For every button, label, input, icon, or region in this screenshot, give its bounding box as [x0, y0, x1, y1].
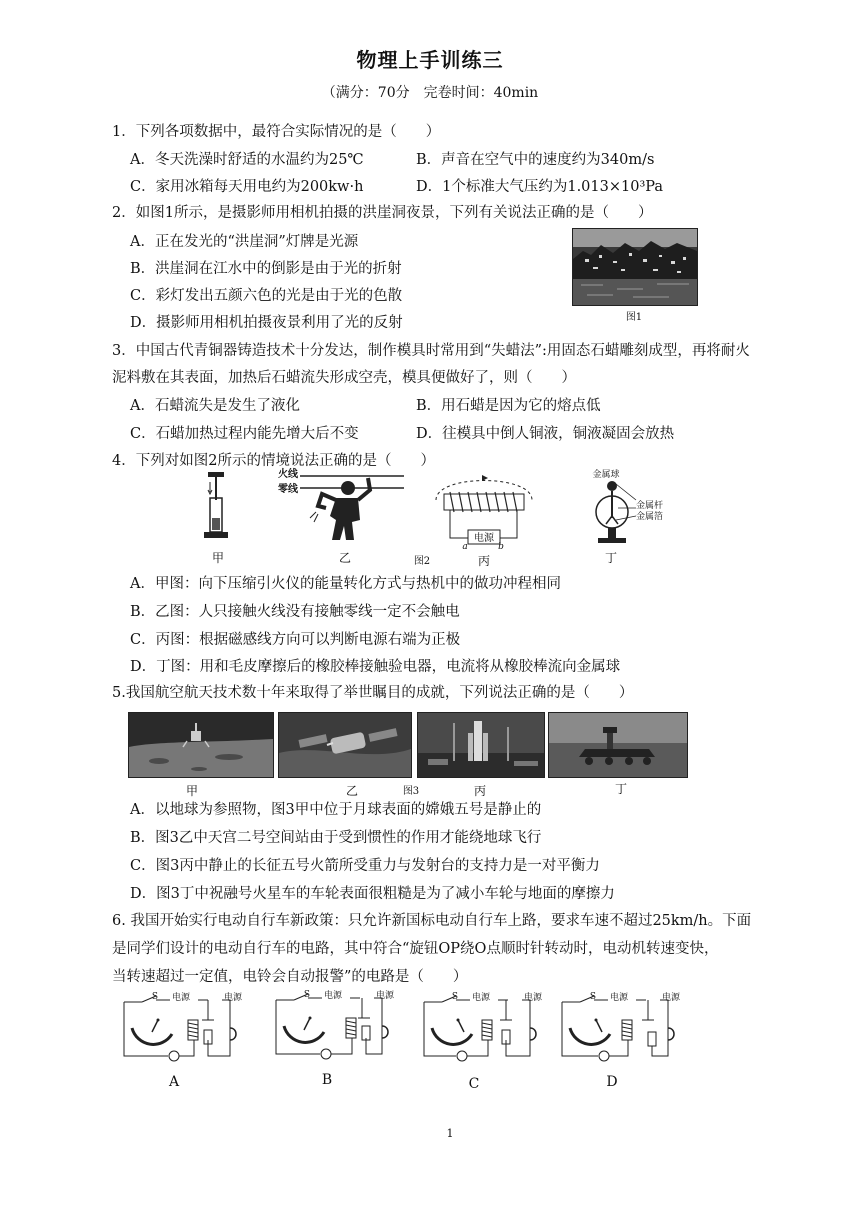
figure-2-metal-ball-label: 金属球 [592, 470, 620, 480]
figure-3-label-bing: 丙 [473, 784, 486, 798]
q6-option-c-label: C [468, 1076, 480, 1092]
figure-2-metal-rod-label: 金属杆 [636, 501, 664, 511]
figure-2-label-yi: 乙 [338, 551, 351, 565]
q6-a-power2-label: 电源 [223, 993, 242, 1003]
q1-option-d: D．1个标准大气压约为1.013×10³Pa [416, 179, 664, 195]
figure-3-label-yi: 乙 [345, 784, 358, 798]
q2-option-b: B．洪崖洞在江水中的倒影是由于光的折射 [130, 261, 402, 277]
q6-b-power-label: 电源 [323, 991, 342, 1001]
figure-2-metal-foil-label: 金属箔 [636, 512, 664, 522]
figure-2-yi-electric-shock [296, 468, 408, 546]
figure-2-terminal-b: b [498, 542, 504, 552]
q6-c-switch-label: S [451, 992, 459, 1002]
figure-2-label-ding: 丁 [604, 551, 617, 565]
q3-option-a: A．石蜡流失是发生了液化 [130, 398, 300, 414]
figure-3-label-jia: 甲 [185, 784, 198, 798]
q3-option-b: B．用石蜡是因为它的熔点低 [416, 398, 601, 414]
figure-3-label-ding: 丁 [614, 782, 627, 796]
page-subtitle: （满分：70分 完卷时间：40min [321, 85, 539, 101]
figure-2-label-jia: 甲 [211, 551, 224, 565]
q2-option-a: A．正在发光的“洪崖洞”灯牌是光源 [130, 234, 359, 250]
q6-option-b-label: B [321, 1072, 333, 1088]
figure-1-night-photo [572, 228, 698, 306]
figure-2-live-wire-label: 火线 [278, 469, 298, 480]
q3-option-d: D．往模具中倒人铜液，铜液凝固会放热 [416, 426, 675, 442]
q5-option-a: A．以地球为参照物，图3甲中位于月球表面的嫦娥五号是静止的 [130, 802, 542, 818]
q6-a-switch-label: S [151, 992, 159, 1002]
figure-2-power-label: 电源 [474, 533, 494, 544]
page-number: 1 [446, 1127, 454, 1140]
figure-2-label-bing: 丙 [477, 554, 490, 568]
q3-stem-line-1: 3．中国古代青铜器铸造技术十分发达，制作模具时常用到“失蜡法”:用固态石蜡雕刻成型，再将耐火 [112, 343, 750, 359]
q5-option-c: C．图3丙中静止的长征五号火箭所受重力与发射台的支持力是一对平衡力 [130, 858, 600, 874]
q1-option-b: B．声音在空气中的速度约为340m/s [416, 152, 655, 168]
q6-b-power2-label: 电源 [375, 991, 394, 1001]
q4-option-b: B．乙图：人只接触火线没有接触零线一定不会触电 [130, 604, 460, 620]
figure-2-jia-fire-piston [196, 470, 236, 544]
q2-stem: 2．如图1所示，是摄影师用相机拍摄的洪崖洞夜景，下列有关说法正确的是（ ） [112, 205, 653, 221]
q4-option-a: A．甲图：向下压缩引火仪的能量转化方式与热机中的做功冲程相同 [130, 576, 561, 592]
q5-option-d: D．图3丁中祝融号火星车的车轮表面很粗糙是为了减小车轮与地面的摩擦力 [130, 886, 615, 902]
figure-2-neutral-wire-label: 零线 [278, 484, 298, 495]
q6-option-d-label: D [606, 1074, 618, 1090]
q6-stem-line-3: 当转速超过一定值，电铃会自动报警”的电路是（ ） [112, 969, 468, 985]
q6-b-switch-label: S [303, 990, 311, 1000]
q6-d-power2-label: 电源 [661, 993, 680, 1003]
q6-d-power-label: 电源 [609, 993, 628, 1003]
figure-2-caption: 图2 [413, 556, 431, 567]
q2-option-d: D．摄影师用相机拍摄夜景利用了光的反射 [130, 315, 403, 331]
q6-c-power-label: 电源 [471, 993, 490, 1003]
q6-c-power2-label: 电源 [523, 993, 542, 1003]
figure-1-caption: 图1 [625, 312, 643, 323]
q6-d-switch-label: S [589, 992, 597, 1002]
q1-option-c: C．家用冰箱每天用电约为200kw·h [130, 179, 364, 195]
q3-option-c: C．石蜡加热过程内能先增大后不变 [130, 426, 359, 442]
q6-option-a-label: A [168, 1074, 180, 1090]
figure-3-yi-photo [278, 712, 412, 778]
figure-3-ding-photo [548, 712, 688, 778]
q1-stem: 1．下列各项数据中，最符合实际情况的是（ ） [112, 124, 441, 140]
q4-option-c: C．丙图：根据磁感线方向可以判断电源右端为正极 [130, 632, 461, 648]
figure-3-bing-photo [417, 712, 545, 778]
q3-stem-line-2: 泥料敷在其表面，加热后石蜡流失形成空壳，模具便做好了，则（ ） [112, 370, 576, 386]
figure-3-jia-photo [128, 712, 274, 778]
q6-a-power-label: 电源 [171, 993, 190, 1003]
q6-stem-line-2: 是同学们设计的电动自行车的电路，其中符合“旋钮OP绕O点顺时针转动时，电动机转速变快， [112, 941, 719, 957]
q6-stem-line-1: 6. 我国开始实行电动自行车新政策：只允许新国标电动自行车上路，要求车速不超过25km/h。下面 [112, 913, 752, 929]
q4-stem: 4．下列对如图2所示的情境说法正确的是（ ） [112, 453, 435, 469]
page-title: 物理上手训练三 [356, 48, 504, 72]
q1-option-a: A．冬天洗澡时舒适的水温约为25℃ [130, 152, 364, 168]
figure-3-caption: 图3 [402, 786, 420, 797]
q5-stem: 5.我国航空航天技术数十年来取得了举世瞩目的成就，下列说法正确的是（ ） [112, 685, 634, 701]
q2-option-c: C．彩灯发出五颜六色的光是由于光的色散 [130, 288, 403, 304]
figure-2-terminal-a: a [462, 542, 468, 552]
q4-option-d: D．丁图：用和毛皮摩擦后的橡胶棒接触验电器，电流将从橡胶棒流向金属球 [130, 659, 621, 675]
q5-option-b: B．图3乙中天宫二号空间站由于受到惯性的作用才能绕地球飞行 [130, 830, 542, 846]
